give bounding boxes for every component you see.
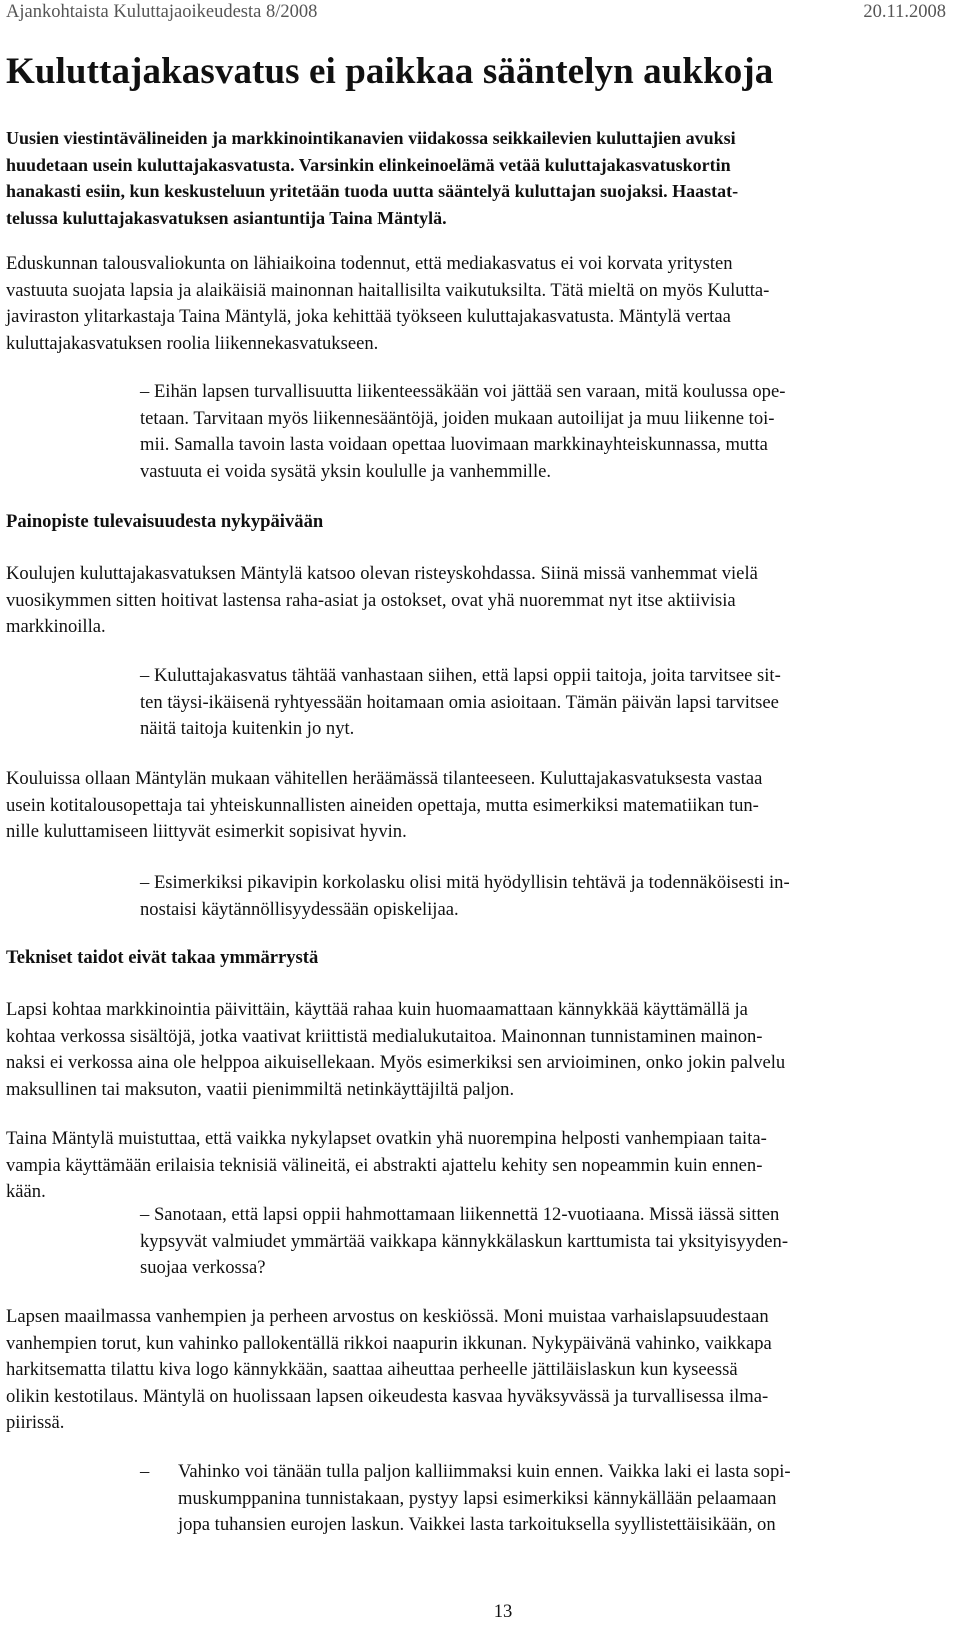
text-line: Eduskunnan talousvaliokunta on lähiaikoina todennut, että mediakasvatus ei voi korvata yritysten <box>6 253 733 274</box>
text-line: vastuuta suojata lapsia ja alaikäisiä mainonnan haitallisilta vaikutuksilta. Tätä mieltä on myös Kulutta- <box>6 279 770 301</box>
text-line: ten täysi-ikäisenä ryhtyessään hoitamaan omia asioitaan. Tämän päivän lapsi tarvitsee <box>140 691 779 713</box>
text-line: piirissä. <box>6 1412 65 1434</box>
text-line: huudetaan usein kuluttajakasvatusta. Varsinkin elinkeinoelämä vetää kuluttajakasvatuskortin <box>6 154 731 175</box>
body-paragraph-5 <box>6 1126 946 1206</box>
text-line: – Kuluttajakasvatus tähtää vanhastaan siihen, että lapsi oppii taitoja, joita tarvitsee sit- <box>140 665 781 686</box>
quote-paragraph-4 <box>140 1202 940 1282</box>
text-line: näitä taitoja kuitenkin jo nyt. <box>140 718 355 740</box>
body-paragraph-6 <box>6 1304 946 1437</box>
page-number: 13 <box>493 1601 513 1622</box>
text-line: usein kotitalousopettaja tai yhteiskunnallisten aineiden opettaja, mutta esimerkiksi matematiikan tun- <box>6 794 759 816</box>
text-line: tetaan. Tarvitaan myös liikennesääntöjä, joiden mukaan autoilijat ja muu liikenne toi- <box>140 407 775 429</box>
header-date: 20.11.2008 <box>863 2 946 22</box>
text-line: Vahinko voi tänään tulla paljon kalliimmaksi kuin ennen. Vaikka laki ei lasta sopi- <box>178 1461 791 1482</box>
quote-paragraph-2 <box>140 663 940 743</box>
text-line: kypsyvät valmiudet ymmärtää vaikkapa kännykkälaskun karttumista tai yksityisyyden- <box>140 1230 789 1252</box>
text-line: Lapsi kohtaa markkinointia päivittäin, käyttää rahaa kuin huomaamattaan kännykkää käyttämällä ja <box>6 999 748 1020</box>
body-paragraph-2 <box>6 561 946 641</box>
text-line: Uusien viestintävälineiden ja markkinointikanavien viidakossa seikkailevien kuluttajien avuksi <box>6 128 736 148</box>
quote-paragraph-5 <box>178 1459 938 1539</box>
text-line: nostaisi käytännöllisyydessään opiskelijaa. <box>140 898 459 920</box>
text-line: harkitsematta tilattu kiva logo kännykkään, saattaa aiheuttaa perheelle jättiläislaskun kun kyseessä <box>6 1359 738 1381</box>
text-line: javiraston ylitarkastaja Taina Mäntylä, joka kehittää työkseen kuluttajakasvatusta. Mäntylä vertaa <box>6 306 731 328</box>
text-line: suojaa verkossa? <box>140 1257 266 1279</box>
text-line: – Eihän lapsen turvallisuutta liikenteessäkään voi jättää sen varaan, mitä koulussa ope- <box>140 381 786 402</box>
quote-paragraph-1 <box>140 379 940 485</box>
text-line: kään. <box>6 1181 46 1203</box>
text-line: telussa kuluttajakasvatuksen asiantuntija Taina Mäntylä. <box>6 207 447 228</box>
section-heading-1: Painopiste tulevaisuudesta nykypäivään <box>6 511 324 532</box>
text-line: – Esimerkiksi pikavipin korkolasku olisi mitä hyödyllisin tehtävä ja todennäköisesti in- <box>140 872 790 893</box>
text-line: markkinoilla. <box>6 616 106 638</box>
text-line: muskumppanina tunnistakaan, pystyy lapsi esimerkiksi kännykällään pelaamaan <box>178 1487 777 1509</box>
text-line: olikin kestotilaus. Mäntylä on huolissaan lapsen oikeudesta kasvaa hyväksyvässä ja turvallisessa ilma- <box>6 1385 769 1407</box>
text-line: vanhempien torut, kun vahinko pallokentällä rikkoi naapurin ikkunan. Nykypäivänä vahinko, vaikkapa <box>6 1332 772 1354</box>
text-line: maksullinen tai maksuton, vaatii pienimmiltä netinkäyttäjiltä paljon. <box>6 1078 515 1100</box>
text-line: vastuuta ei voida sysätä yksin koululle ja vanhemmille. <box>140 460 552 482</box>
body-paragraph-1 <box>6 251 946 357</box>
body-paragraph-3 <box>6 766 946 846</box>
text-line: kohtaa verkossa sisältöjä, jotka vaativat kriittistä medialukutaitoa. Mainonnan tunnistaminen mainon- <box>6 1025 763 1047</box>
text-line: hanakasti esiin, kun keskusteluun yritetään tuoda uutta sääntelyä kuluttajan suojaksi. Haastat- <box>6 181 739 202</box>
text-line: naksi ei verkossa aina ole helppoa aikuisellekaan. Myös esimerkiksi sen arvioiminen, onko jokin palvelu <box>6 1052 786 1074</box>
lead-paragraph <box>6 125 946 231</box>
header-publication: Ajankohtaista Kuluttajaoikeudesta 8/2008 <box>6 2 318 22</box>
list-dash: – <box>140 1461 150 1482</box>
section-heading-2: Tekniset taidot eivät takaa ymmärrystä <box>6 947 319 968</box>
body-paragraph-4 <box>6 997 946 1103</box>
text-line: mii. Samalla tavoin lasta voidaan opettaa luovimaan markkinayhteiskunnassa, mutta <box>140 434 768 456</box>
running-header <box>6 0 946 24</box>
text-line: Taina Mäntylä muistuttaa, että vaikka nykylapset ovatkin yhä nuorempina helposti vanhempiaan taita- <box>6 1128 767 1149</box>
text-line: vuosikymmen sitten hoitivat lastensa raha-asiat ja ostokset, ovat yhä nuoremmat nyt itse aktiivisia <box>6 589 736 611</box>
text-line: Koulujen kuluttajakasvatuksen Mäntylä katsoo olevan risteyskohdassa. Siinä missä vanhemmat vielä <box>6 563 758 584</box>
text-line: vampia käyttämään erilaisia teknisiä välineitä, ei abstrakti ajattelu kehity sen nopeammin kuin ennen- <box>6 1154 763 1176</box>
text-line: – Sanotaan, että lapsi oppii hahmottamaan liikennettä 12-vuotiaana. Missä iässä sitten <box>140 1204 780 1225</box>
text-line: jopa tuhansien eurojen laskun. Vaikkei lasta tarkoituksella syyllistettäisikään, on <box>178 1514 776 1536</box>
text-line: kuluttajakasvatuksen roolia liikennekasvatukseen. <box>6 332 379 354</box>
article-title: Kuluttajakasvatus ei paikkaa sääntelyn aukkoja <box>6 51 774 92</box>
quote-paragraph-3 <box>140 870 940 923</box>
text-line: Kouluissa ollaan Mäntylän mukaan vähitellen heräämässä tilanteeseen. Kuluttajakasvatuksesta vastaa <box>6 768 763 789</box>
text-line: Lapsen maailmassa vanhempien ja perheen arvostus on keskiössä. Moni muistaa varhaislapsuudestaan <box>6 1306 769 1327</box>
text-line: nille kuluttamiseen liittyvät esimerkit sopisivat hyvin. <box>6 821 407 843</box>
